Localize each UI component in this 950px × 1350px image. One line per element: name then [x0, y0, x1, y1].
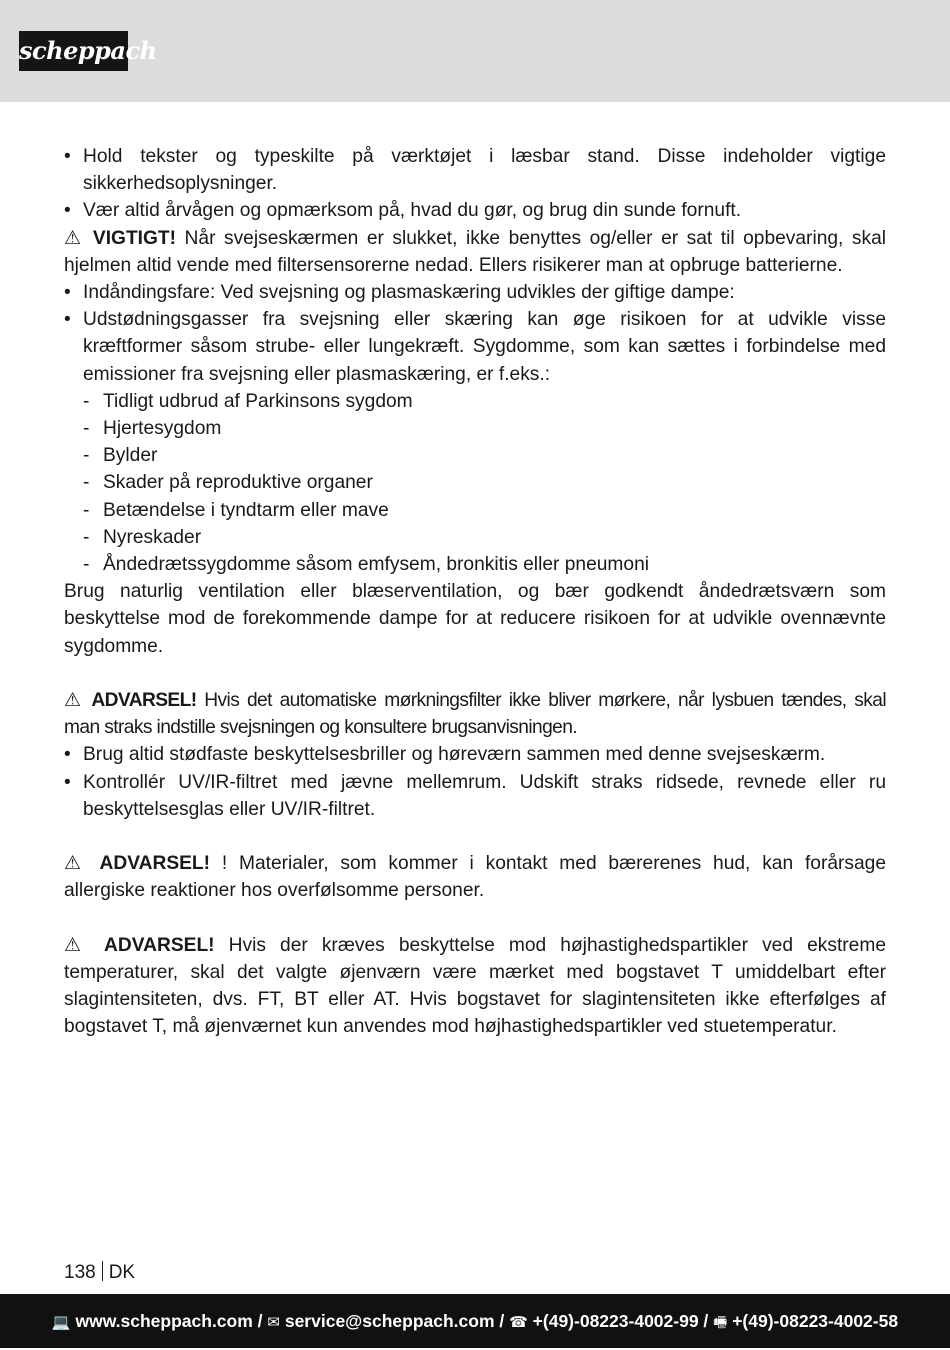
- page-header: [0, 0, 950, 102]
- bullet-icon: •: [64, 200, 71, 222]
- disease-text: Betændelse i tyndtarm eller mave: [103, 499, 389, 521]
- disease-item: [64, 497, 886, 524]
- bullet-icon: •: [64, 282, 71, 304]
- page-number-value: 138: [64, 1262, 96, 1283]
- spacer: [64, 823, 886, 850]
- disease-text: Bylder: [103, 445, 158, 467]
- warning-triangle-icon: ⚠: [64, 227, 85, 249]
- warning-label: ADVARSEL!: [104, 934, 215, 956]
- divider: [102, 1261, 103, 1281]
- fax-icon: 🖷: [713, 1314, 728, 1331]
- phone-number: +(49)-08223-4002-99: [532, 1311, 699, 1331]
- mail-icon: ✉: [267, 1314, 280, 1331]
- disease-item: [64, 551, 886, 578]
- list-item: [64, 306, 886, 388]
- disease-text: Tidligt udbrud af Parkinsons sygdom: [103, 390, 413, 412]
- list-item-text: Kontrollér UV/IR-filtret med jævne mellemrum. Udskift straks ridsede, revnede eller ru beskyttelsesglas eller UV/IR-filtret.: [83, 771, 886, 820]
- spacer: [64, 660, 886, 687]
- list-item: [64, 769, 886, 823]
- dash-icon: -: [83, 472, 90, 494]
- separator: /: [252, 1311, 268, 1331]
- disease-item: [64, 442, 886, 469]
- list-item: [64, 741, 886, 768]
- disease-item: [64, 469, 886, 496]
- important-text: Når svejseskærmen er slukket, ikke benyttes og/eller er sat til opbevaring, skal hjelmen altid vende med filtersensorerne nedad. Ellers risikerer man at opbruge batterierne.: [64, 227, 887, 276]
- page-number: [64, 1259, 135, 1286]
- list-item-text: Indåndingsfare: Ved svejsning og plasmaskæring udvikles der giftige dampe:: [83, 282, 735, 304]
- disease-item: [64, 524, 886, 551]
- list-item: [64, 279, 886, 306]
- separator: /: [494, 1311, 510, 1331]
- warning-notice: [64, 932, 886, 1041]
- warning-triangle-icon: ⚠: [64, 934, 90, 956]
- list-item-text: Vær altid årvågen og opmærksom på, hvad du gør, og brug din sunde fornuft.: [83, 200, 742, 222]
- warning-text: Hvis der kræves beskyttelse mod højhastighedspartikler ved ekstreme temperaturer, skal det valgte øjenværn være mærket med bogstavet T umiddelbart efter slagintensiteten, dvs. FT, BT eller AT. Hvis bogstavet for slagintensiteten ikke efterfølges af bogstavet T, må øjenværnet kun anvendes mod højhastighedspartikler ved stuetemperatur.: [64, 934, 886, 1038]
- important-label: VIGTIGT!: [92, 227, 177, 249]
- dash-icon: -: [83, 499, 90, 521]
- dash-icon: -: [83, 390, 90, 412]
- list-item-text: Udstødningsgasser fra svejsning eller skæring kan øge risikoen for at udvikle visse kræftformer såsom strube- eller lungekræft. Sygdomme, som kan sættes i forbindelse med emissioner fra svejsning eller plasmaskæring, er f.eks.:: [83, 309, 886, 385]
- ventilation-paragraph: Brug naturlig ventilation eller blæserventilation, og bær godkendt åndedrætsværn som beskyttelse mod de forekommende dampe for at reducere risikoen for at udvikle ovennævnte sygdomme.: [64, 581, 886, 657]
- list-item: [64, 143, 886, 197]
- disease-text: Åndedrætssygdomme såsom emfysem, bronkitis eller pneumoni: [103, 554, 650, 576]
- disease-text: Skader på reproduktive organer: [103, 472, 373, 494]
- disease-item: [64, 388, 886, 415]
- phone-icon: ☎: [509, 1314, 528, 1331]
- bullet-icon: •: [64, 744, 71, 766]
- list-item-text: Hold tekster og typeskilte på værktøjet i læsbar stand. Disse indeholder vigtige sikkerhedsoplysninger.: [83, 146, 886, 195]
- warning-notice: [64, 850, 886, 904]
- spacer: [64, 905, 886, 932]
- disease-item: [64, 415, 886, 442]
- dash-icon: -: [83, 554, 90, 576]
- disease-text: Nyreskader: [103, 526, 202, 548]
- important-notice: [64, 225, 886, 279]
- computer-icon: 💻: [51, 1314, 71, 1331]
- fax-number: +(49)-08223-4002-58: [732, 1311, 899, 1331]
- warning-triangle-icon: ⚠: [64, 690, 84, 712]
- page-footer: [0, 1294, 950, 1348]
- warning-triangle-icon: ⚠: [64, 853, 88, 875]
- email-link[interactable]: service@scheppach.com: [284, 1311, 495, 1331]
- bullet-icon: •: [64, 146, 71, 167]
- warning-label: ADVARSEL!: [99, 853, 211, 875]
- list-item: [64, 197, 886, 224]
- dash-icon: -: [83, 526, 90, 548]
- website-link[interactable]: www.scheppach.com: [75, 1311, 253, 1331]
- list-item-text: Brug altid stødfaste beskyttelsesbriller og høreværn sammen med denne svejseskærm.: [83, 744, 826, 766]
- document-body: [64, 143, 886, 1041]
- warning-notice: [64, 687, 886, 741]
- warning-text: ! Materialer, som kommer i kontakt med bærerenes hud, kan forårsage allergiske reaktioner hos overfølsomme personer.: [64, 853, 887, 902]
- warning-label: ADVARSEL!: [91, 690, 197, 712]
- dash-icon: -: [83, 418, 90, 440]
- separator: /: [698, 1311, 714, 1331]
- scheppach-logo: scheppach: [19, 31, 128, 71]
- bullet-icon: •: [64, 309, 71, 331]
- dash-icon: -: [83, 445, 90, 467]
- warning-text: Hvis det automatiske mørkningsfilter ikke bliver mørkere, når lysbuen tændes, skal man straks indstille svejsningen og konsultere brugsanvisningen.: [64, 690, 886, 739]
- disease-text: Hjertesygdom: [103, 418, 222, 440]
- bullet-icon: •: [64, 771, 71, 793]
- language-code: DK: [108, 1262, 136, 1283]
